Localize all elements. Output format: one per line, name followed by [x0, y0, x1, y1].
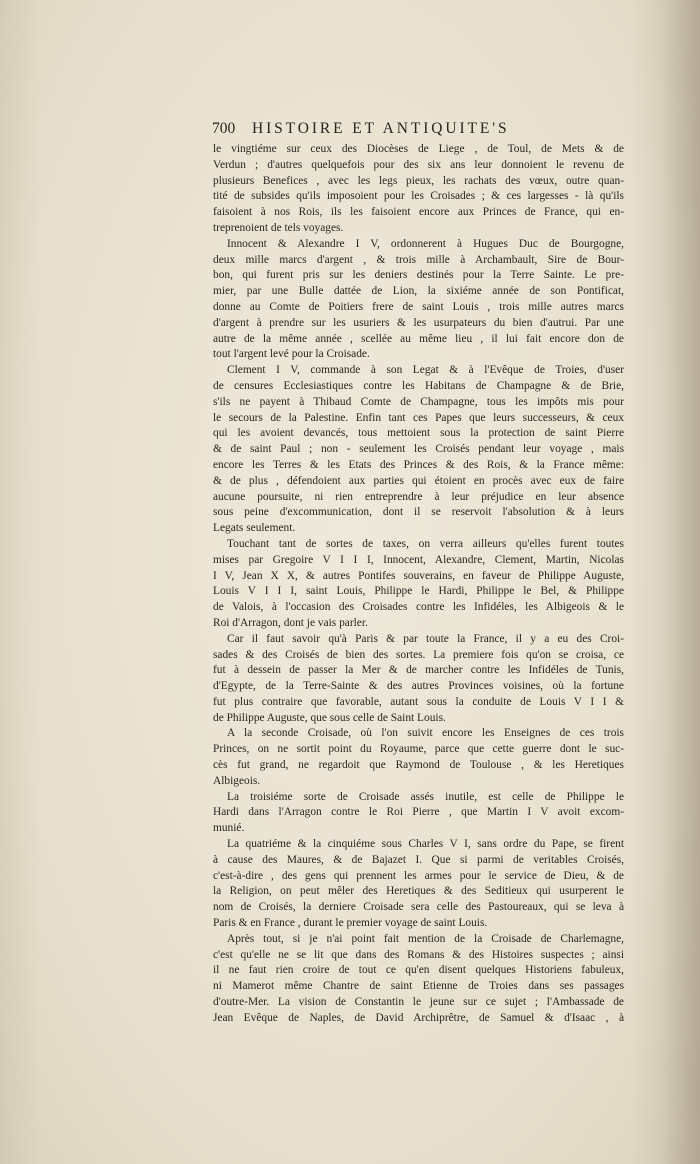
text-line: & de saint Paul ; non - seulement les Croisés pendant leur voyage , mais: [213, 443, 624, 456]
text-line: autre de la même année , scellée au même lieu , il lui fait encore don de: [213, 332, 624, 345]
text-line: encore les Terres & les Etats des Princes & des Rois, & la France même:: [213, 458, 624, 471]
text-line: Princes, on ne sortit point du Royaume, parce que cette guerre dont le suc-: [213, 743, 624, 756]
text-line: c'est-à-dire , des gens qui prennent les armes pour le service de Dieu, & de: [213, 869, 624, 882]
text-line: Car il faut savoir qu'à Paris & par toute la France, il y a eu des Croi-: [227, 632, 624, 645]
text-line: La troisiéme sorte de Croisade assés inutile, est celle de Philippe le: [227, 790, 624, 803]
text-line: d'argent à prendre sur les usuriers & les usurpateurs du bien d'autrui. Par une: [213, 316, 624, 329]
body-text: [213, 142, 624, 1027]
text-line: tout l'argent levé pour la Croisade.: [213, 348, 370, 361]
text-line: de Valois, à l'occasion des Croisades contre les Infidéles, les Albigeois & le: [213, 601, 624, 614]
text-line: qui les avoient devancés, tous mettoient sous la protection de saint Pierre: [213, 427, 624, 440]
text-line: Innocent & Alexandre I V, ordonnerent à Hugues Duc de Bourgogne,: [227, 237, 624, 250]
text-line: mises par Gregoire V I I I, Innocent, Alexandre, Clement, Martin, Nicolas: [213, 553, 624, 566]
text-line: il ne faut rien croire de tout ce qu'en disent quelques Historiens fabuleux,: [213, 964, 624, 977]
text-line: sous peine d'excommunication, dont il se reservoit l'absolution & à leurs: [213, 506, 624, 519]
text-line: fut plus contraire que favorable, autant sous la conduite de Louis V I I &: [213, 695, 624, 708]
text-line: A la seconde Croisade, où l'on suivit encore les Enseignes de ces trois: [227, 727, 624, 740]
text-line: le vingtiéme sur ceux des Diocèses de Liege , de Toul, de Mets & de: [213, 143, 624, 155]
running-header: [212, 120, 624, 140]
text-line: Verdun ; d'autres quelquefois pour des six ans leur donnoient le revenu de: [213, 158, 624, 171]
text-line: cès fut grand, ne regardoit que Raymond de Toulouse , & les Heretiques: [213, 759, 624, 772]
text-line: I V, Jean X X, & autres Pontifes souverains, en faveur de Philippe Auguste,: [213, 569, 624, 582]
text-line: Paris & en France , durant le premier voyage de saint Louis.: [213, 917, 488, 930]
text-line: le secours de la Palestine. Enfin tant ces Papes que leurs successeurs, & ceux: [213, 411, 624, 424]
running-title: HISTOIRE ET ANTIQUITE'S: [252, 120, 510, 137]
text-line: Touchant tant de sortes de taxes, on verra ailleurs qu'elles furent toutes: [227, 537, 624, 550]
page-edge-shadow: [660, 0, 700, 1164]
text-line: ni Mamerot même Chantre de saint Etienne de Troies dans ses passages: [213, 980, 624, 993]
text-line: & de plus , défendoient aux parties qui étoient en procès avec eux de faire: [213, 474, 624, 487]
text-line: mier, par une Bulle dattée de Lion, la sixiéme année de son Pontificat,: [213, 285, 624, 298]
text-line: tité de subsides qu'ils imposoient pour les Croisades ; & ces largesses - là qu'ils: [213, 190, 624, 203]
text-line: Legats seulement.: [213, 522, 296, 535]
text-line: faisoient à nos Rois, ils les faisoient encore aux Princes de France, qui en-: [213, 206, 624, 219]
text-line: sades & des Croisés de bien des sortes. La premiere fois qu'on se croisa, ce: [213, 648, 624, 661]
text-line: la Religion, on peut mêler des Heretiques & des Seditieux qui usurperent le: [213, 885, 624, 898]
text-line: Louis V I I I, saint Louis, Philippe le Hardi, Philippe le Bel, & Philippe: [213, 585, 624, 598]
text-line: c'est qu'elle ne se lit que dans des Romans & des Histoires suspectes ; ainsi: [213, 948, 624, 961]
text-line: treprenoient de tels voyages.: [213, 221, 344, 234]
text-line: de censures Ecclesiastiques contre les Habitans de Champagne & de Brie,: [213, 379, 624, 392]
text-line: s'ils ne payent à Thibaud Comte de Champagne, tous les impôts mis pour: [213, 395, 624, 408]
text-line: fut à dessein de passer la Mer & de marcher contre les Infidéles de Tunis,: [213, 664, 624, 677]
text-line: Albigeois.: [213, 774, 261, 787]
page-number: 700: [212, 120, 236, 137]
text-line: donne au Comte de Poitiers frere de saint Louis , trois mille autres marcs: [213, 300, 624, 313]
text-line: d'outre-Mer. La vision de Constantin le jeune sur ce sujet ; l'Ambassade de: [213, 996, 624, 1009]
text-line: bon, qui furent pris sur les deniers destinés pour la Terre Sainte. Le pre-: [213, 269, 624, 282]
text-line: Après tout, si je n'ai point fait mention de la Croisade de Charlemagne,: [227, 932, 624, 945]
text-line: de Philippe Auguste, que sous celle de Saint Louis.: [213, 711, 446, 724]
text-line: Jean Evêque de Naples, de David Archiprêtre, de Samuel & d'Isaac , à: [213, 1011, 624, 1024]
text-line: Clement I V, commande à son Legat & à l'Evêque de Troies, d'user: [227, 364, 624, 377]
text-line: nom de Croisés, la derniere Croisade sera celle des Pastoureaux, qui se leva à: [213, 901, 624, 914]
text-line: à cause des Maures, & de Bajazet I. Que si parmi de veritables Croisés,: [213, 853, 624, 866]
text-line: Hardi dans l'Arragon contre le Roi Pierre , que Martin I V avoit excom-: [213, 806, 624, 819]
text-line: aucune poursuite, ni rien entreprendre à leur préjudice en leur absence: [213, 490, 624, 503]
text-line: La quatriéme & la cinquiéme sous Charles V I, sans ordre du Pape, se firent: [227, 838, 624, 851]
text-line: plusieurs Benefices , avec les legs pieux, les rachats des vœux, outre quan-: [213, 174, 624, 187]
text-line: Roi d'Arragon, dont je vais parler.: [213, 616, 368, 629]
text-line: d'Egypte, de la Terre-Sainte & des autres Provinces voisines, où la fortune: [213, 680, 624, 693]
text-line: deux mille marcs d'argent , & trois mille à Archambault, Sire de Bour-: [213, 253, 624, 266]
text-line: munié.: [213, 822, 245, 835]
